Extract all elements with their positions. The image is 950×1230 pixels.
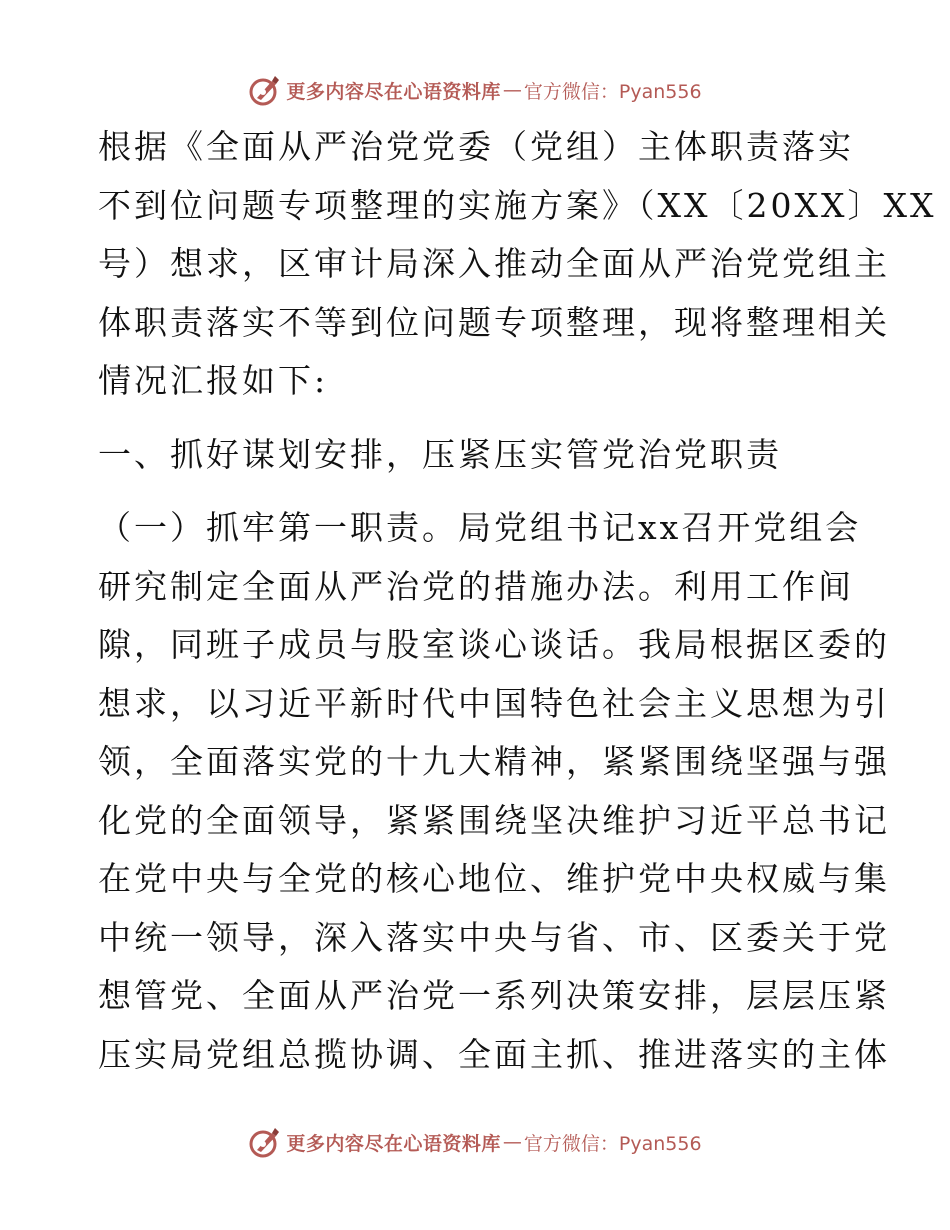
intro-line: 情况汇报如下: xyxy=(98,361,329,400)
pen-logo-icon xyxy=(248,1125,282,1159)
subsection-line: 压实局党组总揽协调、全面主抓、推进落实的主体 xyxy=(98,1034,890,1074)
subsection-line: 中统一领导，深入落实中央与省、市、区委关于党 xyxy=(98,917,890,957)
watermark-separator: — xyxy=(502,1131,522,1153)
watermark-text: 更多内容尽在心语资料库 xyxy=(286,1132,501,1155)
section-heading: 一、抓好谋划安排，压紧压实管党治党职责 xyxy=(98,434,782,474)
subsection-line: 想求，以习近平新时代中国特色社会主义思想为引 xyxy=(98,683,890,723)
subsection-line: 在党中央与全党的核心地位、维护党中央权威与集 xyxy=(98,859,890,898)
footer-watermark xyxy=(0,1122,950,1162)
intro-line: 体职责落实不等到位问题专项整理，现将整理相关 xyxy=(98,302,890,342)
watermark-contact: 官方微信：Pyan556 xyxy=(523,80,702,103)
subsection-line: 领，全面落实党的十九大精神，紧紧围绕坚强与强 xyxy=(98,742,890,781)
subsection-line: 隙，同班子成员与股室谈心谈话。我局根据区委的 xyxy=(98,625,890,664)
watermark-contact: 官方微信：Pyan556 xyxy=(523,1132,702,1155)
subsection-line: 化党的全面领导，紧紧围绕坚决维护习近平总书记 xyxy=(98,800,890,840)
intro-line: 号）想求，区审计局深入推动全面从严治党党组主 xyxy=(98,244,890,283)
intro-paragraph xyxy=(98,118,937,411)
subsection-line: （一）抓牢第一职责。局党组书记xx召开党组会 xyxy=(98,508,862,547)
pen-logo-icon xyxy=(248,73,282,107)
intro-line: 不到位问题专项整理的实施方案》（XX〔20XX〕XX xyxy=(98,185,937,225)
document-body xyxy=(98,118,937,1084)
intro-line: 根据《全面从严治党党委（党组）主体职责落实 xyxy=(98,127,854,166)
watermark-text: 更多内容尽在心语资料库 xyxy=(286,80,501,103)
watermark-separator: — xyxy=(502,79,522,101)
subsection-line: 想管党、全面从严治党一系列决策安排，层层压紧 xyxy=(98,976,890,1015)
header-watermark xyxy=(0,70,950,110)
subsection-paragraph xyxy=(98,499,890,1084)
subsection-line: 研究制定全面从严治党的措施办法。利用工作间 xyxy=(98,566,854,606)
